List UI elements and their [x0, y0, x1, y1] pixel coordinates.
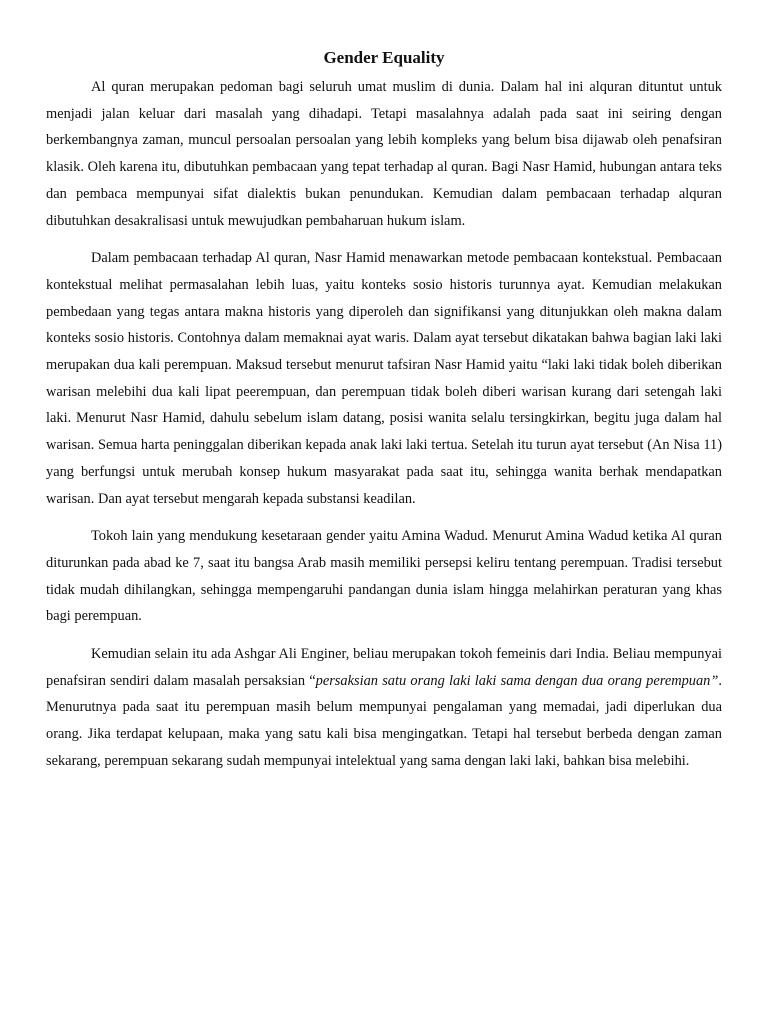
paragraph-4-italic-quote: persaksian satu orang laki laki sama dengan dua orang perempuan” [315, 672, 719, 689]
paragraph-4 [46, 641, 722, 775]
paragraph-1: Al quran merupakan pedoman bagi seluruh umat muslim di dunia. Dalam hal ini alquran dituntut untuk menjadi jalan keluar dari masalah yang dihadapi. Tetapi masalahnya adalah pada saat ini seiring dengan berkembangnya zaman, muncul persoalan persoalan yang lebih kompleks yang belum bisa dijawab oleh penafsiran klasik. Oleh karena itu, dibutuhkan pembacaan yang tepat terhadap al quran. Bagi Nasr Hamid, hubungan antara teks dan pembaca mempunyai sifat dialektis bukan penundukan. Kemudian dalam pembacaan terhadap alquran dibutuhkan desakralisasi untuk mewujudkan pembaharuan hukum islam. [46, 79, 722, 229]
document-title: Gender Equality [323, 48, 445, 67]
paragraph-2: Dalam pembacaan terhadap Al quran, Nasr Hamid menawarkan metode pembacaan kontekstual. Pembacaan kontekstual melihat permasalahan lebih luas, yaitu konteks sosio historis turunnya ayat. Kemudian melakukan pembedaan yang tegas antara makna historis yang diperoleh dan signifikansi yang ditunjukkan oleh makna dalam konteks sosio historis. Contohnya dalam memaknai ayat waris. Dalam ayat tersebut dikatakan bahwa bagian laki laki merupakan dua kali perempuan. Maksud tersebut menurut tafsiran Nasr Hamid yaitu “laki laki tidak boleh diberikan warisan melebihi dua kali lipat peerempuan, dan perempuan tidak boleh diberi warisan kurang dari setengah laki laki. Menurut Nasr Hamid, dahulu sebelum islam datang, posisi wanita selalu tersingkirkan, begitu juga dalam hal warisan. Semua harta peninggalan diberikan kepada anak laki laki tertua. Setelah itu turun ayat tersebut (An Nisa 11) yang berfungsi untuk merubah konsep hukum masyarakat pada saat itu, sehingga wanita berhak mendapatkan warisan. Dan ayat tersebut mengarah kepada substansi keadilan. [46, 250, 722, 507]
paragraph-3: Tokoh lain yang mendukung kesetaraan gender yaitu Amina Wadud. Menurut Amina Wadud ketika Al quran diturunkan pada abad ke 7, saat itu bangsa Arab masih memiliki persepsi keliru tentang perempuan. Tradisi tersebut tidak mudah dihilangkan, sehingga mempengaruhi pandangan dunia islam hingga melahirkan peraturan yang khas bagi perempuan. [46, 528, 722, 625]
paragraph-4-text-end: . Menurutnya pada saat itu perempuan masih belum mempunyai pengalaman yang memadai, jadi diperlukan dua orang. Jika terdapat kelupaan, maka yang satu kali bisa mengingatkan. Tetapi hal tersebut berbeda dengan zaman sekarang, perempuan sekarang sudah mempunyai intelektual yang sama dengan laki laki, bahkan bisa melebihi. [46, 672, 722, 769]
document-page [46, 44, 722, 786]
paragraph-4-text-start: Kemudian selain itu ada Ashgar Ali Enginer, beliau merupakan tokoh femeinis dari India. Beliau mempunyai penafsiran sendiri dalam masalah persaksian “ [46, 646, 722, 689]
